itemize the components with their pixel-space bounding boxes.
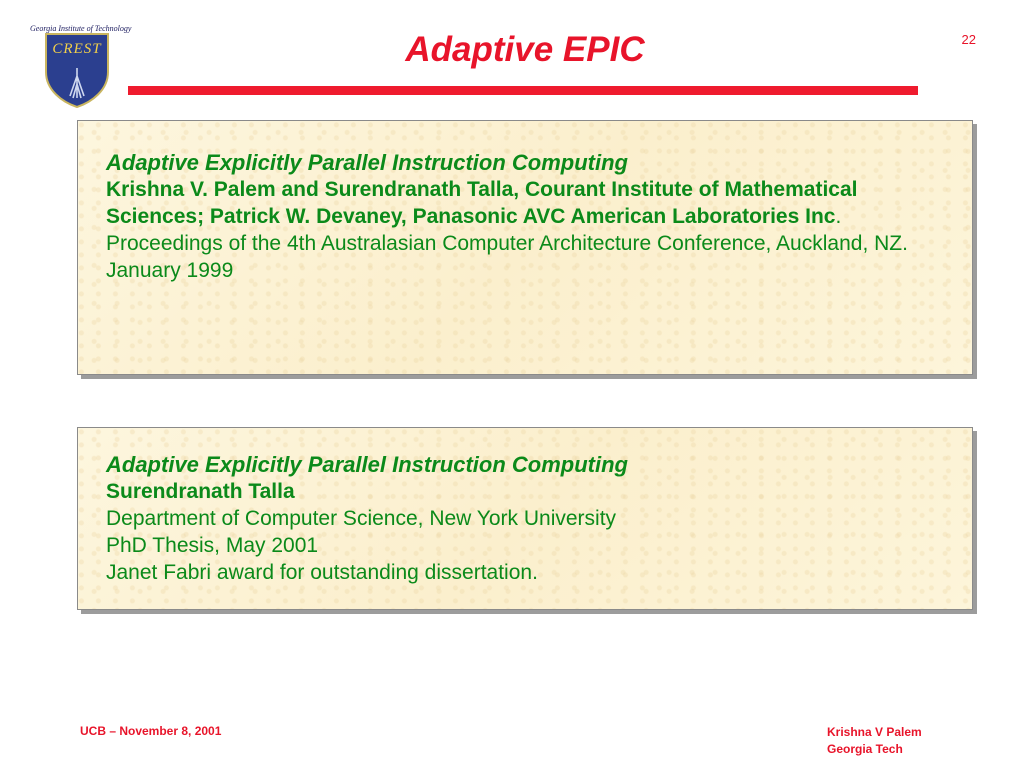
card-department: Department of Computer Science, New York University (106, 507, 617, 530)
crest-logo (30, 24, 132, 108)
footer-date: UCB – November 8, 2001 (80, 724, 222, 738)
slide-title: Adaptive EPIC (405, 30, 645, 69)
authors-text: Krishna V. Palem and Surendranath Talla, Courant Institute of Mathematical Sciences; Patrick W. Devaney, Panasonic AVC American Laboratories Inc (106, 178, 858, 228)
card-authors (106, 176, 956, 230)
logo-caption: Georgia Institute of Technology (30, 24, 132, 33)
card-title: Adaptive Explicitly Parallel Instruction Computing (106, 452, 628, 477)
reference-card-paper (77, 120, 973, 375)
footer-institution: Georgia Tech (827, 742, 903, 756)
card-award: Janet Fabri award for outstanding dissertation. (106, 561, 538, 584)
authors-period: . (835, 205, 842, 228)
footer-author-name: Krishna V Palem (827, 725, 922, 739)
card-thesis-date: PhD Thesis, May 2001 (106, 534, 319, 557)
card-title: Adaptive Explicitly Parallel Instruction Computing (106, 150, 628, 175)
slide-number: 22 (961, 32, 976, 47)
footer-author (827, 724, 922, 758)
logo-wordmark: CREST (52, 41, 102, 57)
title-divider (128, 86, 918, 95)
reference-card-thesis (77, 427, 973, 610)
card-author: Surendranath Talla (106, 480, 295, 503)
card-venue: Proceedings of the 4th Australasian Computer Architecture Conference, Auckland, NZ. January 1999 (106, 232, 908, 282)
